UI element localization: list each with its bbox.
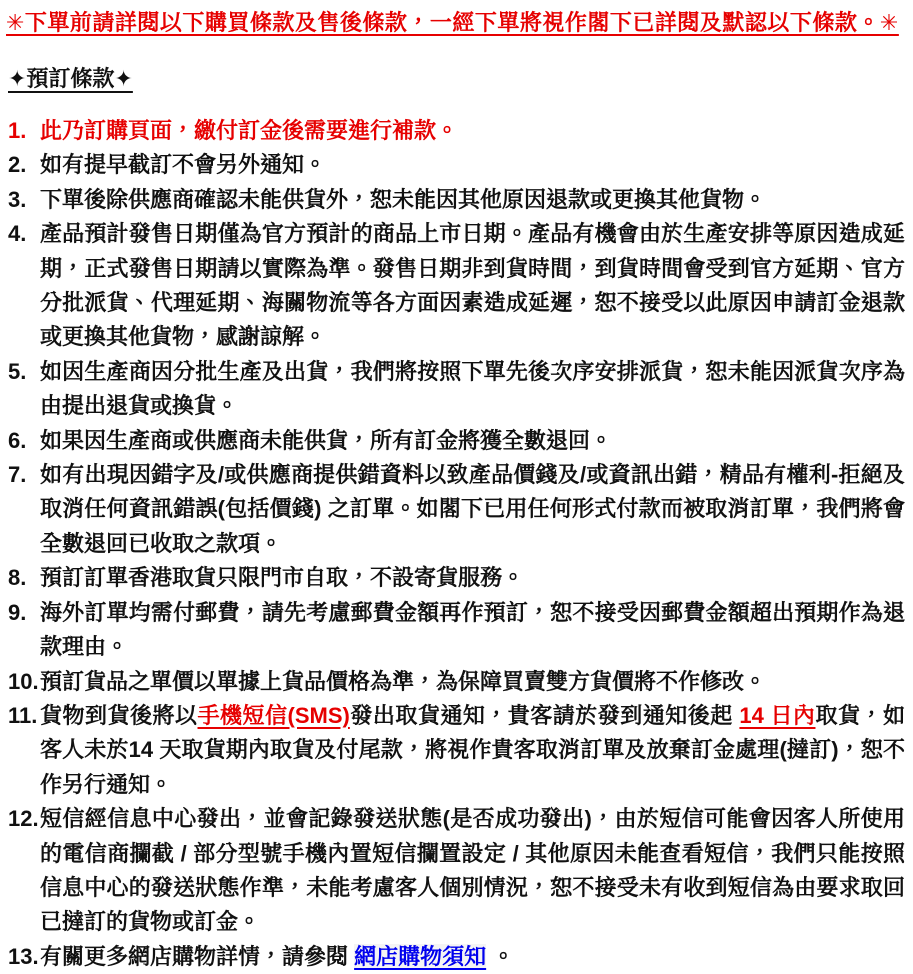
- item-number: 12.: [8, 806, 39, 832]
- term-item-7: [6, 458, 905, 561]
- term-text: 如果因生產商或供應商未能供貨，所有訂金將獲全數退回。: [40, 427, 613, 453]
- item-number: 3.: [8, 186, 27, 212]
- term-text: 預訂訂單香港取貨只限門市自取，不設寄貨服務。: [40, 565, 525, 591]
- term-item-3: [6, 183, 905, 217]
- term-text: 下單後除供應商確認未能供貨外，恕未能因其他原因退款或更換其他貨物。: [40, 186, 767, 212]
- item-number: 4.: [8, 221, 27, 247]
- term-text: [40, 699, 905, 802]
- term-item-4: [6, 217, 905, 355]
- term-text-segment: 貨物到貨後將以: [40, 702, 198, 728]
- purchase-warning-header: ✳下單前請詳閱以下購買條款及售後條款，一經下單將視作閣下已詳閱及默認以下條款。✳: [6, 10, 899, 35]
- sms-notice-highlight: 手機短信(SMS): [197, 702, 350, 728]
- item-number: 11.: [8, 702, 38, 728]
- term-item-1: [6, 114, 905, 148]
- term-item-13: [6, 940, 905, 974]
- term-text: 此乃訂購頁面，繳付訂金後需要進行補款。: [40, 118, 459, 143]
- store-shopping-guide-link[interactable]: 網店購物須知: [354, 943, 487, 969]
- item-number: 5.: [8, 358, 27, 384]
- term-item-9: [6, 596, 905, 665]
- term-item-12: [6, 802, 905, 940]
- item-number: 6.: [8, 427, 27, 453]
- term-text-segment: 取貨，如客人未於14 天取貨期內取貨及付尾款，將視作貴客取消訂單及放棄訂金處理(撻訂)，恕不作另行通知。: [40, 702, 905, 797]
- item-number: 8.: [8, 565, 27, 591]
- term-item-11: [6, 699, 905, 802]
- term-text-segment: 有關更多網店購物詳情，請參閱: [40, 943, 355, 969]
- term-text: 預訂貨品之單價以單據上貨品價格為準，為保障買賣雙方貨價將不作修改。: [40, 668, 767, 694]
- term-item-5: [6, 355, 905, 424]
- term-text-segment: 。: [486, 943, 515, 969]
- pickup-deadline-highlight: 14 日內: [739, 702, 816, 728]
- section-title-preorder-terms: ✦預訂條款✦: [8, 66, 133, 91]
- item-number: 10.: [8, 668, 39, 694]
- item-number: 7.: [8, 462, 27, 488]
- term-item-10: [6, 665, 905, 699]
- term-item-6: [6, 424, 905, 458]
- term-text: [40, 940, 905, 974]
- item-number: 9.: [8, 599, 27, 625]
- terms-list: [6, 114, 905, 974]
- term-text: 如有出現因錯字及/或供應商提供錯資料以致產品價錢及/或資訊出錯，精品有權利-拒絕及取消任何資訊錯誤(包括價錢) 之訂單。如閣下已用任何形式付款而被取消訂單，我們將會全數退回已收取之款項。: [40, 462, 905, 556]
- term-item-2: [6, 148, 905, 182]
- item-number: 13.: [8, 943, 39, 969]
- term-text: 如有提早截訂不會另外通知。: [40, 152, 327, 178]
- term-text: 產品預計發售日期僅為官方預計的商品上市日期。產品有機會由於生產安排等原因造成延期，正式發售日期請以實際為準。發售日期非到貨時間，到貨時間會受到官方延期、官方分批派貨、代理延期、海關物流等各方面因素造成延遲，恕不接受以此原因申請訂金退款或更換其他貨物，感謝諒解。: [40, 221, 905, 350]
- item-number: 1.: [8, 118, 27, 143]
- term-item-8: [6, 561, 905, 595]
- term-text: 短信經信息中心發出，並會記錄發送狀態(是否成功發出)，由於短信可能會因客人所使用的電信商攔截 / 部分型號手機內置短信攔置設定 / 其他原因未能查看短信，我們只能按照信息中心的發送狀態作準，未能考慮客人個別情況，恕不接受未有收到短信為由要求取回已撻訂的貨物或訂金。: [40, 806, 905, 935]
- item-number: 2.: [8, 152, 27, 178]
- term-text: 如因生產商因分批生產及出貨，我們將按照下單先後次序安排派貨，恕未能因派貨次序為由提出退貨或換貨。: [40, 358, 905, 419]
- term-text-segment: 發出取貨通知，貴客請於發到通知後起: [349, 702, 740, 728]
- term-text: 海外訂單均需付郵費，請先考慮郵費金額再作預訂，恕不接受因郵費金額超出預期作為退款理由。: [40, 599, 905, 660]
